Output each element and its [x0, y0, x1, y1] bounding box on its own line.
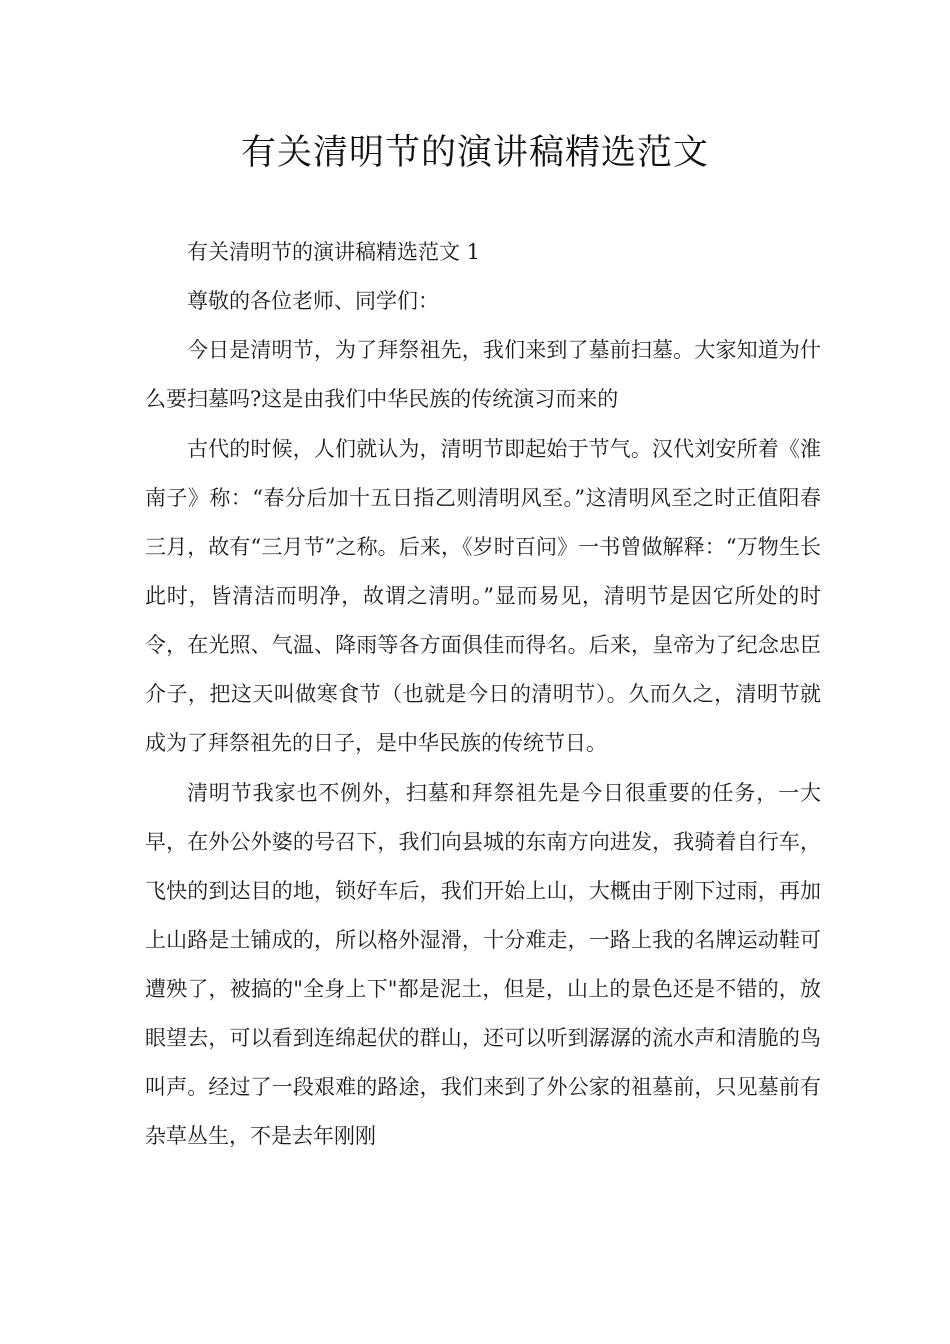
- paragraph-salutation: 尊敬的各位老师、同学们：: [187, 289, 439, 313]
- paragraph-intro: 今日是清明节，为了拜祭祖先，我们来到了墓前扫墓。大家知道为什么要扫墓吗?这是由我们中华民族的传统演习而来的: [145, 338, 821, 411]
- paragraph-history: 古代的时候，人们就认为，清明节即起始于节气。汉代刘安所着《淮南子》称：“春分后加十五日指乙则清明风至。”这清明风至之时正值阳春三月，故有“三月节”之称。后来，《岁时百问》一书曾做解释：“万物生长此时，皆清洁而明净，故谓之清明。”显而易见，清明节是因它所处的时令，在光照、气温、降雨等各方面俱佳而得名。后来，皇帝为了纪念忠臣介子，把这天叫做寒食节（也就是今日的清明节）。久而久之，清明节就成为了拜祭祖先的日子，是中华民族的传统节日。: [145, 437, 821, 755]
- document-body: [145, 228, 821, 1161]
- paragraph-subtitle: 有关清明节的演讲稿精选范文 1: [187, 240, 481, 264]
- paragraph-family: 清明节我家也不例外，扫墓和拜祭祖先是今日很重要的任务，一大早，在外公外婆的号召下，我们向县城的东南方向进发，我骑着自行车，飞快的到达目的地，锁好车后，我们开始上山，大概由于刚下过雨，再加上山路是土铺成的，所以格外湿滑，十分难走，一路上我的名牌运动鞋可遭殃了，被搞的"全身上下"都是泥土，但是，山上的景色还是不错的，放眼望去，可以看到连绵起伏的群山，还可以听到潺潺的流水声和清脆的鸟叫声。经过了一段艰难的路途，我们来到了外公家的祖墓前，只见墓前有杂草丛生，不是去年刚刚: [145, 781, 821, 1148]
- document-title: 有关清明节的演讲稿精选范文: [240, 133, 709, 173]
